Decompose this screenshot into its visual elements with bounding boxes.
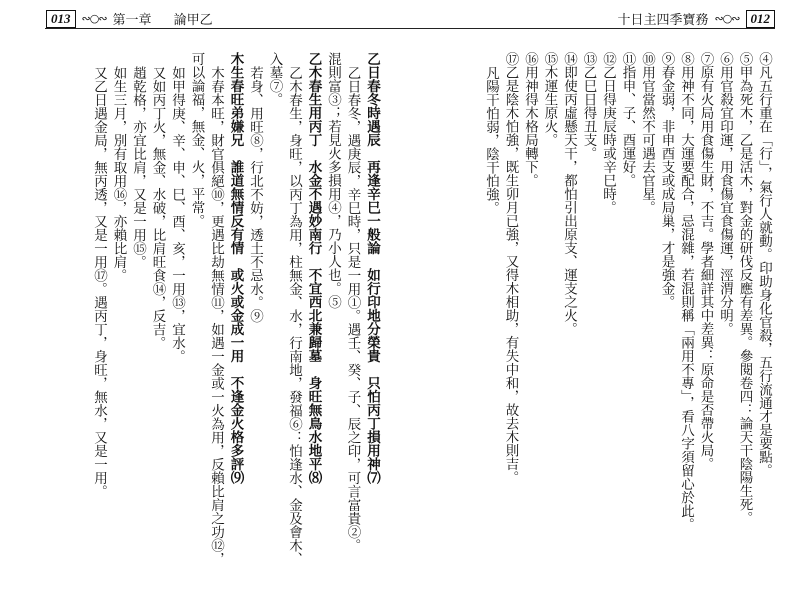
ornament-icon: ∾○∾ <box>714 12 740 25</box>
note-line: ⑯用神得木格局轉下。 <box>522 52 538 187</box>
note-line: ⑮木運生原火。 <box>541 52 558 147</box>
commentary-line: 如生三月，別有取用⑯，亦賴比肩。 <box>110 66 127 282</box>
left-page-header <box>46 9 213 28</box>
commentary-line: 混則富③；若見火多損用④，乃小人也。⑤ <box>325 52 341 309</box>
verse-line: 乙日春冬時遇辰 再逢辛巳一般論 如行印地分榮貴 只怕丙丁損用神⑺ <box>364 52 380 484</box>
verse-line: 木生春旺弟嫌兄 誰道無情反有情 或火或金成一用 不逢金火格多評⑼ <box>227 52 244 484</box>
commentary-line: 可以論福，無金、火，平常。 <box>188 52 205 228</box>
note-line: ⑩用官當然不可遇去官星。 <box>639 52 655 214</box>
left-page-number: 013 <box>46 10 76 28</box>
commentary-line: 趙乾格，亦宜比肩，又是一用⑮。 <box>130 66 146 269</box>
note-line: ④凡五行重在「行」，氣行人就動。印助身化官殺，五行流通才是要點。 <box>756 52 772 478</box>
header-divider <box>45 28 775 29</box>
right-page-header <box>617 9 775 28</box>
verse-line: 乙木春生用丙丁 水金不遇妙南行 不宜西北兼歸墓 身旺無鳥水地平⑻ <box>305 52 322 484</box>
note-line: ⑭即使丙虛懸天干，都怕引出原支、運支之火。 <box>561 52 577 336</box>
commentary-line: 乙日春冬，遇庚辰，辛巳時，只是一用①。遇壬、癸、子、辰之印，可言富貴②。 <box>344 66 361 552</box>
note-line: ⑦原有火局用食傷生財，不吉。學者細詳其中差異：原命是否帶火局。 <box>697 52 714 471</box>
right-page-number: 012 <box>746 10 776 28</box>
commentary-line: 乙木春生，身旺，以丙丁為用，柱無金、水，行南地，發福⑥：怕逢水、金及會木、 <box>286 66 302 566</box>
commentary-line: 木春本旺，財官俱絕⑩，更遇比劫無情⑪，如遇一金或一火為用，反賴比肩之功⑫， <box>208 66 224 566</box>
chapter-label: 第一章 <box>112 13 152 28</box>
ornament-icon: ∾○∾ <box>81 12 107 25</box>
note-line: ⑧用神不同，大運要配合，忌混雜，若混則稱「兩用不專」，看八字須留心於此。 <box>678 52 694 532</box>
note-line: ⑤甲為死木，乙是活木，對金的研伐反應有差異。參閱卷四：論天干陰陽生死。 <box>736 52 753 525</box>
book-title: 十日主四季寶務 <box>617 13 709 28</box>
commentary-line: 如甲得庚、辛、申、巳、酉、亥，一用⑬，宜水。 <box>169 66 185 363</box>
note-line: 凡陽干怕弱，陰干怕強。 <box>483 66 499 215</box>
note-line: ⑫乙日得庚辰時或辛巳時。 <box>600 52 616 214</box>
note-line: ⑨春金弱，非申酉支或成局巢，才是強金。 <box>658 52 675 309</box>
note-line: ⑥用官殺宜印運，用食傷宜食傷運，涇渭分明。 <box>717 52 733 336</box>
note-line: ⑬乙巳日得丑支。 <box>580 52 597 160</box>
commentary-line: 入墓⑦。 <box>266 52 283 106</box>
section-label: 論甲乙 <box>173 13 213 28</box>
commentary-line: 又如丙丁火，無金、水破，比肩旺食⑭，反吉。 <box>149 66 166 350</box>
note-line: ⑪指申、子、酉運好。 <box>619 52 636 187</box>
annotation-notes <box>413 52 773 572</box>
main-text <box>48 52 381 572</box>
note-line: ⑰乙是陰木怕強，既生卯月已強，又得木相助，有失中和，故去木則吉。 <box>502 52 519 484</box>
commentary-line: 若身、用旺⑧，行北不妨，透土不忌水。⑨ <box>247 66 263 323</box>
commentary-line: 又乙日遇金局，無丙透，又是一用⑰。遇丙丁，身旺，無水，又是一用。 <box>91 66 107 498</box>
